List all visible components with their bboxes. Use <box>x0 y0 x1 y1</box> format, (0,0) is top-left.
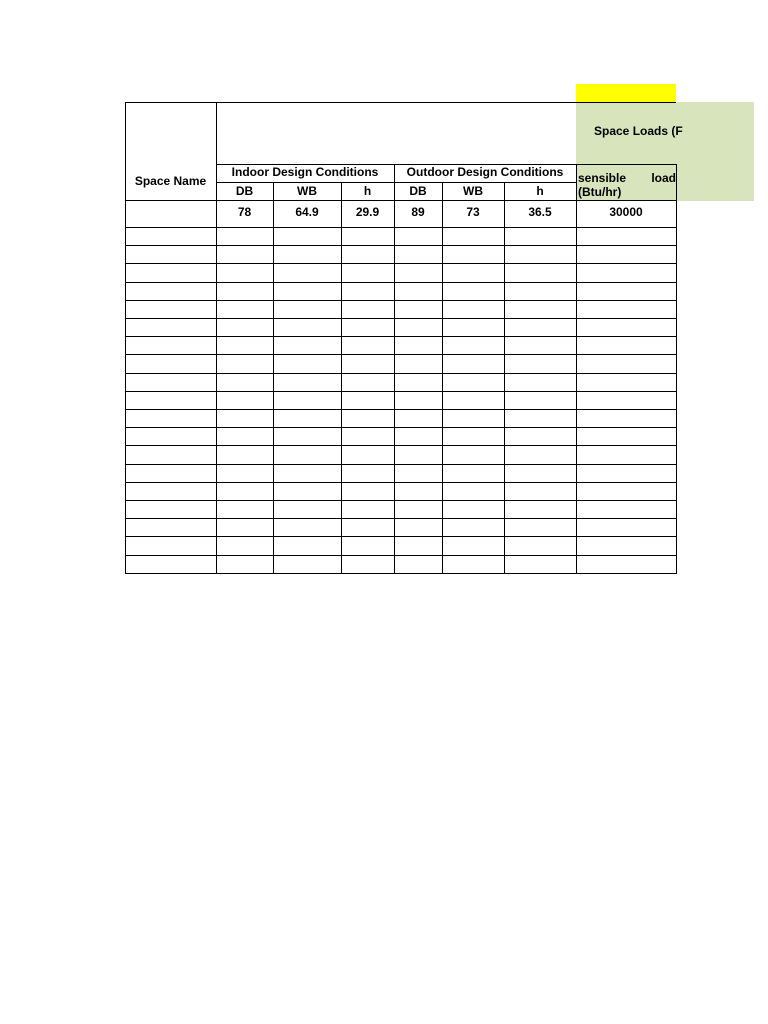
table-row-line <box>125 336 676 337</box>
table-row-line <box>125 227 676 228</box>
space-loads-title: Space Loads (F <box>594 124 683 138</box>
column-divider <box>341 182 342 574</box>
sensible-load-value: 30000 <box>609 205 643 219</box>
table-row-line <box>125 300 676 301</box>
table-row-line <box>125 518 676 519</box>
table-row-line <box>125 555 676 556</box>
table-row-line <box>125 500 676 501</box>
space-name-header: Space Name <box>134 174 207 188</box>
sub-header-indoor-wb: WB <box>297 184 317 198</box>
table-row-line <box>125 318 676 319</box>
outdoor-db-value: 89 <box>411 205 425 219</box>
table-border-right <box>676 164 677 574</box>
table-row-line <box>125 282 676 283</box>
yellow-highlight-cell <box>576 84 676 102</box>
indoor-conditions-header: Indoor Design Conditions <box>231 165 379 179</box>
outdoor-wb-value: 73 <box>466 205 480 219</box>
table-row-line <box>125 573 676 574</box>
load-word: load <box>651 171 676 185</box>
column-divider <box>576 164 577 574</box>
table-row-line <box>125 391 676 392</box>
table-row-line <box>125 373 676 374</box>
table-row-line <box>125 263 676 264</box>
column-divider <box>273 182 274 574</box>
sub-header-outdoor-h: h <box>536 184 544 198</box>
group-header-line <box>216 164 676 165</box>
outdoor-h-value: 36.5 <box>528 205 552 219</box>
table-row-line <box>125 464 676 465</box>
table-row-line <box>125 445 676 446</box>
outdoor-conditions-header: Outdoor Design Conditions <box>406 165 564 179</box>
table-row-line <box>125 245 676 246</box>
sub-header-indoor-db: DB <box>235 184 254 198</box>
sub-header-line <box>216 182 576 183</box>
column-divider <box>504 182 505 574</box>
table-border-top <box>125 102 676 103</box>
sensible-word: sensible <box>578 171 627 185</box>
sub-header-outdoor-wb: WB <box>463 184 483 198</box>
sub-header-indoor-h: h <box>363 184 372 198</box>
table-row-line <box>125 482 676 483</box>
sub-header-outdoor-db: DB <box>409 184 427 198</box>
indoor-db-value: 78 <box>237 205 252 219</box>
sensible-load-unit: (Btu/hr) <box>578 185 622 199</box>
table-border-left <box>125 102 126 574</box>
header-bottom-line <box>125 200 676 201</box>
indoor-wb-value: 64.9 <box>295 205 319 219</box>
design-conditions-table <box>125 102 676 574</box>
indoor-h-value: 29.9 <box>355 205 380 219</box>
column-divider <box>216 102 217 574</box>
table-row-line <box>125 409 676 410</box>
column-divider <box>394 164 395 574</box>
table-row-line <box>125 427 676 428</box>
column-divider <box>442 182 443 574</box>
table-row-line <box>125 354 676 355</box>
table-row-line <box>125 536 676 537</box>
